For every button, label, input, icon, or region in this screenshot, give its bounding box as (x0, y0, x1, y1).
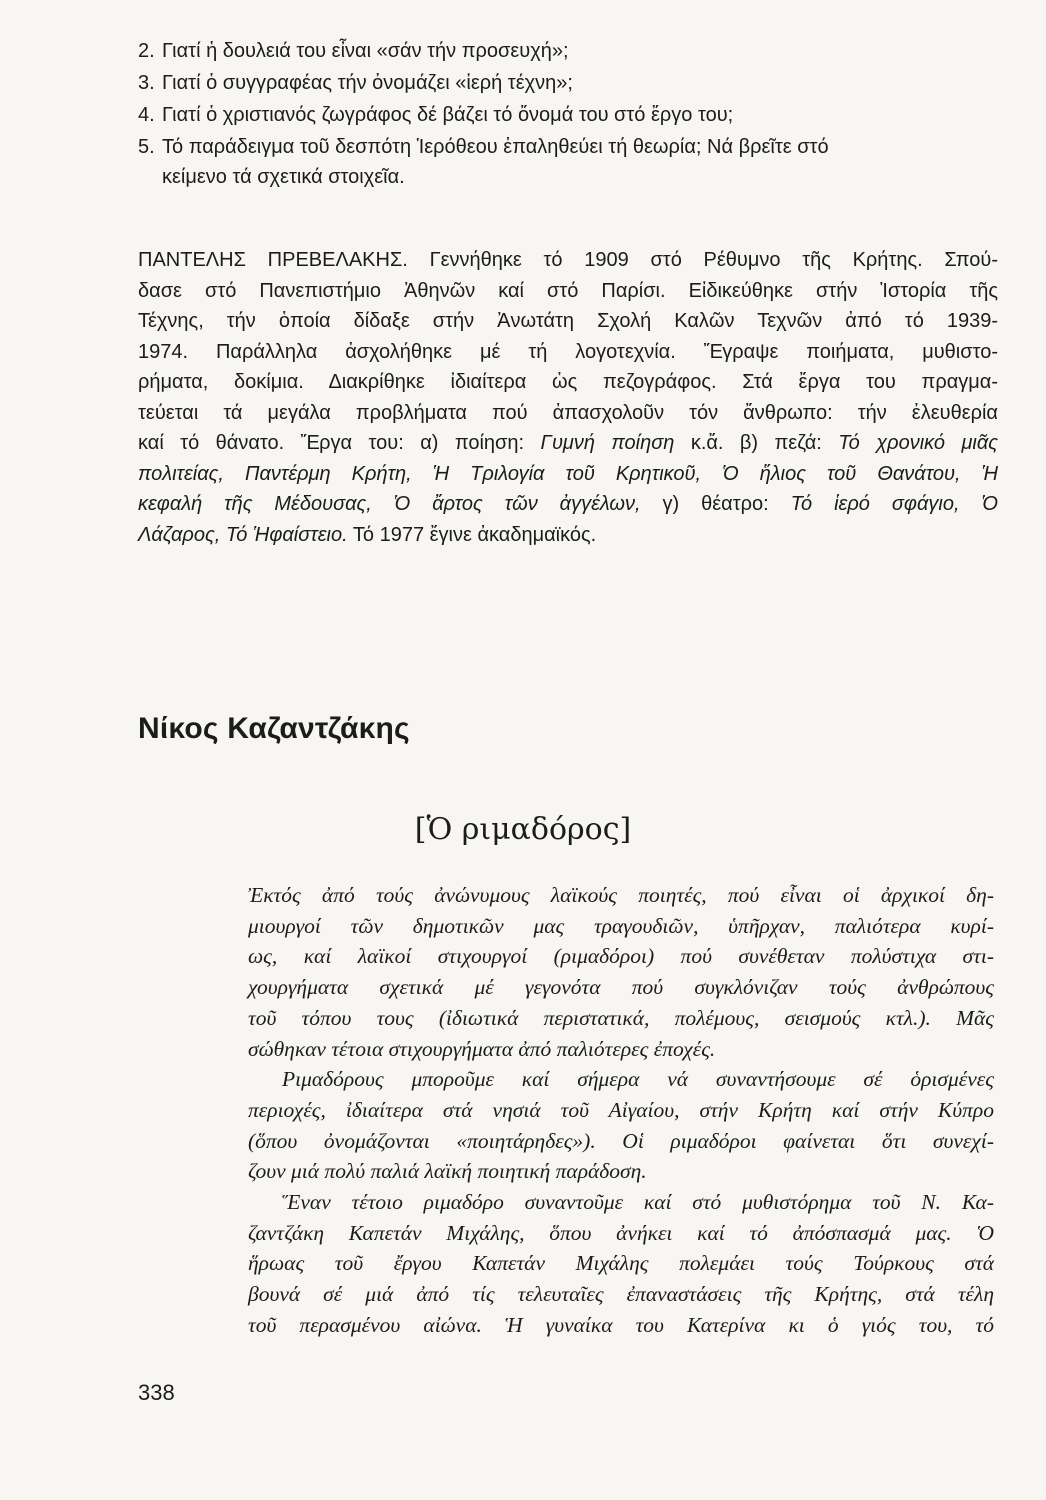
intro-line: ως, καί λαϊκοί στιχουργοί (ριμαδόροι) πού συνέθεταν πολύστιχα στι- (248, 944, 994, 969)
question-list (138, 36, 998, 194)
intro-line: τοῦ περασμένου αἰώνα. Ἡ γυναίκα του Κατερίνα κι ὁ γιός του, τό (248, 1312, 994, 1337)
intro-line: Ἕναν τέτοιο ριμαδόρο συναντοῦμε καί στό μυθιστόρημα τοῦ Ν. Κα- (282, 1190, 994, 1215)
question-number: 5. (138, 136, 155, 158)
intro-line: (ὅπου ὀνομάζονται «ποιητάρηδες»). Οἱ ριμαδόροι φαίνεται ὅτι συνεχί- (248, 1128, 994, 1153)
work-title: Τό ἱερό σφάγιο, Ὁ (790, 493, 998, 515)
question-number: 2. (138, 40, 155, 62)
question-text (162, 132, 998, 192)
intro-line: ζαντζάκη Καπετάν Μιχάλης, ὅπου ἀνήκει καί τό ἀπόσπασμά μας. Ὁ (248, 1220, 994, 1245)
intro-line: ζουν μιά πολύ παλιά λαϊκή ποιητική παράδοση. (248, 1159, 647, 1184)
question-item (138, 68, 998, 98)
page-number: 338 (138, 1380, 175, 1405)
bio-line: 1974. Παράλληλα ἀσχολήθηκε μέ τή λογοτεχνία. Ἔγραψε ποιήματα, μυθιστο- (138, 340, 998, 363)
bio-text: καί τό θάνατο. Ἔργα του: α) ποίηση: (138, 432, 525, 454)
work-title: Τό χρονικό μιᾶς (838, 432, 998, 454)
bio-line: πολιτείας, Παντέρμη Κρήτη, Ἡ Τριλογία τοῦ Κρητικοῦ, Ὁ ἥλιος τοῦ Θανάτου, Ἡ (138, 462, 998, 485)
bio-line (138, 489, 998, 520)
bio-line: τεύεται τά μεγάλα προβλήματα πού ἀπασχολοῦν τόν ἄνθρωπο: τήν ἐλευθερία (138, 401, 998, 424)
intro-line: Ριμαδόρους μποροῦμε καί σήμερα νά συναντήσουμε σέ ὁρισμένες (282, 1067, 994, 1092)
intro-line: μιουργοί τῶν δημοτικῶν μας τραγουδιῶν, ὑπῆρχαν, παλιότερα κυρί- (248, 913, 994, 938)
question-text: Γιατί ἡ δουλειά του εἶναι «σάν τήν προσευχή»; (162, 40, 569, 62)
question-item (138, 132, 998, 192)
bio-line: Τέχνης, τήν ὁποία δίδαξε στήν Ἀνωτάτη Σχολή Καλῶν Τεχνῶν ἀπό τό 1939- (138, 310, 998, 332)
question-text-line: Τό παράδειγμα τοῦ δεσπότη Ἱερόθεου ἐπαληθεύει τή θεωρία; Νά βρεῖτε στό (162, 136, 829, 158)
bio-line: δασε στό Πανεπιστήμιο Ἀθηνῶν καί στό Παρίσι. Εἰδικεύθηκε στήν Ἱστορία τῆς (138, 279, 998, 302)
intro-line: χουργήματα σχετικά μέ γεγονότα πού συγκλόνιζαν τούς ἀνθρώπους (248, 975, 994, 1000)
bio-text: γ) θέατρο: (662, 493, 769, 515)
bio-text: κ.ἄ. β) πεζά: (690, 432, 822, 454)
question-number: 4. (138, 104, 155, 126)
intro-line: βουνά σέ μιά ἀπό τίς τελευταῖες ἐπαναστάσεις τῆς Κρήτης, στά τέλη (248, 1282, 994, 1307)
question-number: 3. (138, 72, 155, 94)
question-text: Γιατί ὁ συγγραφέας τήν ὀνομάζει «ἱερή τέχνη»; (162, 72, 573, 94)
section-title: [Ὁ ριμαδόρος] (414, 812, 632, 847)
question-item (138, 36, 998, 66)
work-title: κεφαλή τῆς Μέδουσας, Ὁ ἄρτος τῶν ἀγγέλων, (138, 493, 641, 515)
work-title: Λάζαρος, Τό Ἡφαίστειο. (138, 523, 348, 546)
intro-line: τοῦ τόπου τους (ἰδιωτικά περιστατικά, πολέμους, σεισμούς κτλ.). Μᾶς (248, 1005, 994, 1030)
author-biography (138, 245, 998, 550)
author-heading: Νίκος Καζαντζάκης (138, 712, 410, 745)
intro-line: περιοχές, ἰδιαίτερα στά νησιά τοῦ Αἰγαίου, στήν Κρήτη καί στήν Κύπρο (248, 1097, 994, 1122)
intro-line: ἥρωας τοῦ ἔργου Καπετάν Μιχάλης πολεμάει τούς Τούρκους στά (248, 1251, 994, 1276)
question-item (138, 100, 998, 130)
intro-line: σώθηκαν τέτοια στιχουργήματα ἀπό παλιότερες ἐποχές. (248, 1036, 716, 1061)
question-text: Γιατί ὁ χριστιανός ζωγράφος δέ βάζει τό ὄνομά του στό ἔργο του; (162, 104, 734, 126)
work-title: Γυμνή ποίηση (540, 432, 675, 454)
bio-line: ρήματα, δοκίμια. Διακρίθηκε ἰδιαίτερα ὡς πεζογράφος. Στά ἔργα του πραγμα- (138, 371, 998, 393)
bio-line: ΠΑΝΤΕΛΗΣ ΠΡΕΒΕΛΑΚΗΣ. Γεννήθηκε τό 1909 στό Ρέθυμνο τῆς Κρήτης. Σπού- (138, 249, 998, 271)
intro-line: Ἐκτός ἀπό τούς ἀνώνυμους λαϊκούς ποιητές, πού εἶναι οἱ ἀρχικοί δη- (248, 883, 994, 907)
question-text-line: κείμενο τά σχετικά στοιχεῖα. (162, 166, 405, 188)
introduction-text (248, 880, 994, 1341)
bio-line (138, 428, 998, 459)
bio-text: Τό 1977 ἔγινε ἀκαδημαϊκός. (352, 523, 597, 546)
bio-line (138, 520, 998, 551)
